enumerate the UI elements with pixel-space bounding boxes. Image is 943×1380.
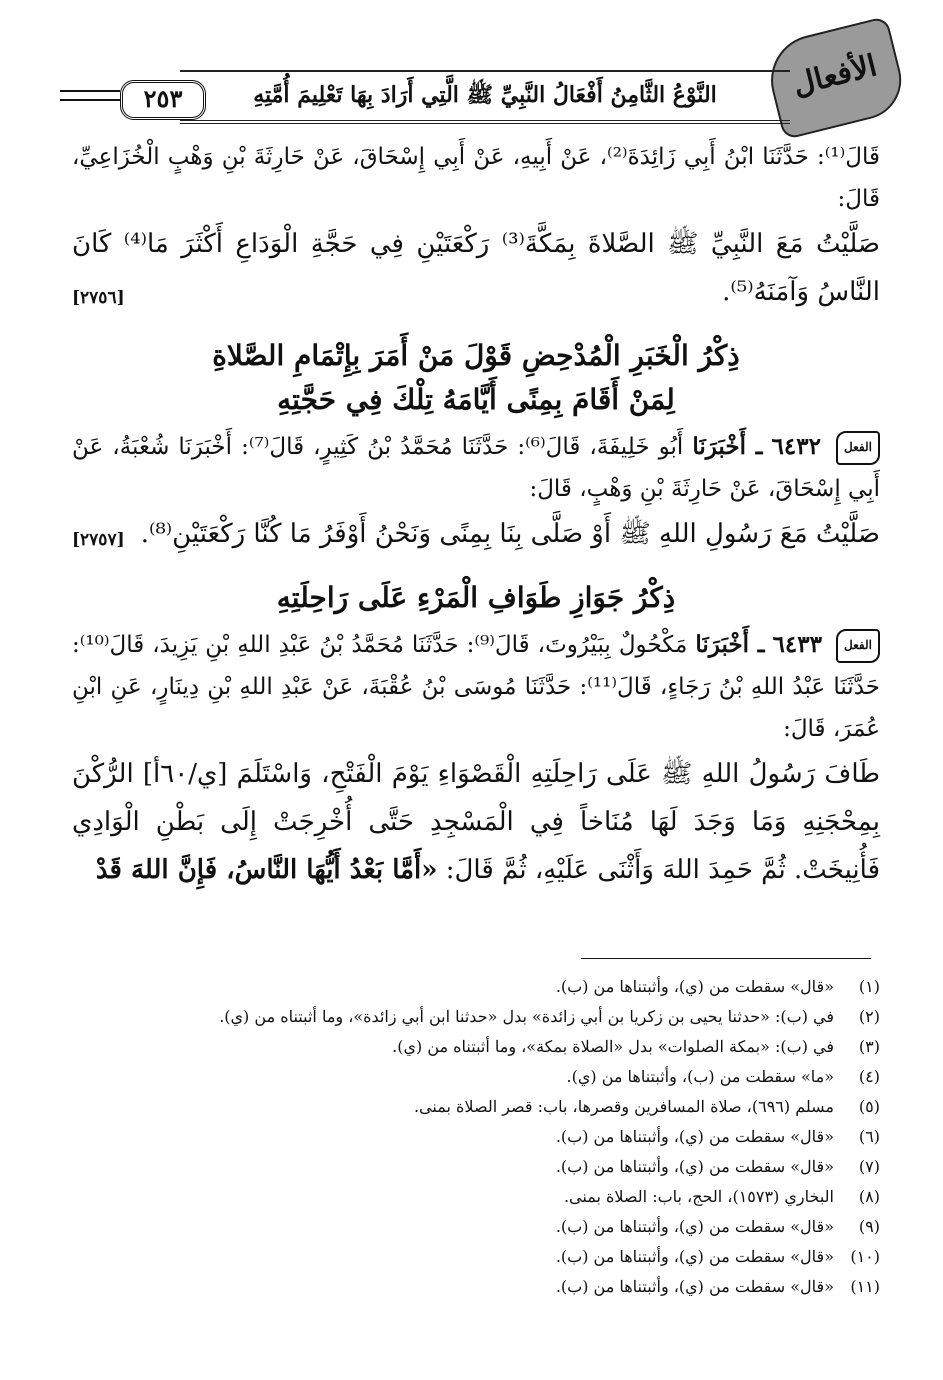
footnote — [72, 1002, 880, 1032]
footnote-text: «قال» سقطت من (ي)، وأثبتناها من (ب). — [555, 1127, 834, 1146]
matn-bold-text: «أَمَّا بَعْدُ أَيُّهَا النَّاسُ، فَإِنَّ اللهَ قَدْ — [95, 855, 438, 885]
matn-6432 — [72, 510, 880, 558]
isnad-paragraph: قَالَ⁽¹⁾: حَدَّثَنَا ابْنُ أَبِي زَائِدَةَ⁽²⁾، عَنْ أَبِيهِ، عَنْ أَبِي إِسْحَاقَ، عَنْ حَارِثَةَ بْنِ وَهْبٍ الْخُزَاعِيِّ، قَالَ: — [72, 144, 880, 212]
running-header — [60, 30, 900, 130]
matn-text: طَافَ رَسُولُ اللهِ ﷺ عَلَى رَاحِلَتِهِ الْقَصْوَاءِ يَوْمَ الْفَتْحِ، وَاسْتَلَمَ [ي/٦٠أ] الرُّكْنَ بِمِحْجَنِهِ وَمَا وَجَدَ لَهَا مُنَاخاً فِي الْمَسْجِدِ حَتَّى أُخْرِجَتْ إِلَى بَطْنِ الْوَادِي فَأُنِيخَتْ. ثُمَّ حَمِدَ اللهَ وَأَثْنَى عَلَيْهِ، ثُمَّ قَالَ: — [72, 759, 881, 885]
footnote-divider — [581, 958, 871, 959]
section-heading-1 — [72, 334, 880, 422]
running-title-strip — [180, 70, 790, 124]
footnotes — [72, 972, 880, 1302]
hadith-number: ٦٤٣٣ — [772, 631, 822, 658]
page-number-box — [120, 80, 206, 120]
footnote-text: «قال» سقطت من (ي)، وأثبتناها من (ب). — [555, 1217, 834, 1236]
akhbarana-label: ـ أَخْبَرَنَا — [692, 433, 763, 460]
footnote-number: (٣) — [858, 1037, 880, 1056]
footnote — [72, 1062, 880, 1092]
footnote-text: «قال» سقطت من (ي)، وأثبتناها من (ب). — [555, 1247, 834, 1266]
footnote-text: «ما» سقطت من (ب)، وأثبتناها من (ي). — [566, 1067, 834, 1086]
footnote-text: «قال» سقطت من (ي)، وأثبتناها من (ب). — [555, 1157, 834, 1176]
footnote-text: في (ب): «بمكة الصلوات» بدل «الصلاة بمكة»، وما أثبتناه من (ي). — [392, 1037, 834, 1056]
footnote-number: (٤) — [858, 1067, 880, 1086]
footnote — [72, 972, 880, 1002]
matn-text: صَلَّيْتُ مَعَ النَّبِيِّ ﷺ الصَّلاةَ بِمَكَّةَ⁽³⁾ رَكْعَتَيْنِ فِي حَجَّةِ الْوَدَاعِ أَكْثَرَ مَا⁽⁴⁾ كَانَ النَّاسُ وَآمَنَهُ⁽⁵⁾. — [72, 229, 881, 307]
matn-6433 — [72, 750, 880, 894]
hadith-6433 — [72, 624, 880, 750]
hadith-6432 — [72, 426, 880, 510]
footnote-number: (٨) — [858, 1187, 880, 1206]
header-rule — [60, 90, 120, 101]
hadith-type-tag: الفعل — [836, 629, 880, 663]
footnote — [72, 1182, 880, 1212]
footnote — [72, 1092, 880, 1122]
hadith-type-tag: الفعل — [836, 431, 880, 465]
isnad-text: أَبُو خَلِيفَةَ، قَالَ⁽⁶⁾: حَدَّثَنَا مُحَمَّدُ بْنُ كَثِيرٍ، قَالَ⁽⁷⁾: أَخْبَرَنَا شُعْبَةُ، عَنْ أَبِي إِسْحَاقَ، عَنْ حَارِثَةَ بْنِ وَهْبٍ، قَالَ: — [72, 434, 880, 502]
footnote-number: (٩) — [858, 1217, 880, 1236]
hadith-reference: [٢٧٥٧] — [72, 530, 125, 550]
chapter-badge-label: الأفعال — [789, 48, 881, 103]
section-heading-2: ذِكْرُ جَوَازِ طَوَافِ الْمَرْءِ عَلَى رَاحِلَتِهِ — [276, 581, 676, 614]
footnote-number: (١) — [858, 977, 880, 996]
footnote — [72, 1242, 880, 1272]
footnote — [72, 1032, 880, 1062]
main-text — [72, 136, 880, 894]
hadith-number: ٦٤٣٢ — [771, 433, 821, 460]
section-heading-1-line1: ذِكْرُ الْخَبَرِ الْمُدْحِضِ قَوْلَ مَنْ أَمَرَ بِإِتْمَامِ الصَّلاةِ — [212, 339, 740, 372]
footnote-number: (٧) — [858, 1157, 880, 1176]
matn-paragraph — [72, 220, 880, 316]
footnote-text: «قال» سقطت من (ي)، وأثبتناها من (ب). — [555, 1277, 834, 1296]
page-number: ٢٥٣ — [143, 84, 183, 113]
footnote-number: (٢) — [858, 1007, 880, 1026]
matn-text: صَلَّيْتُ مَعَ رَسُولِ اللهِ ﷺ أَوْ صَلَّى بِنَا بِمِنًى وَنَحْنُ أَوْفَرُ مَا كُنَّا رَكْعَتَيْنِ⁽⁸⁾. — [140, 519, 880, 549]
akhbarana-label: ـ أَخْبَرَنَا — [695, 631, 765, 658]
footnote-text: «قال» سقطت من (ي)، وأثبتناها من (ب). — [555, 977, 834, 996]
isnad-text: مَكْحُولٌ بِبَيْرُوتَ، قَالَ⁽⁹⁾: حَدَّثَنَا مُحَمَّدُ بْنُ عَبْدِ اللهِ بْنِ يَزِيدَ، قَالَ⁽¹⁰⁾: حَدَّثَنَا عَبْدُ اللهِ بْنُ رَجَاءٍ، قَالَ⁽¹¹⁾: حَدَّثَنَا مُوسَى بْنُ عُقْبَةَ، عَنْ عَبْدِ اللهِ بْنِ دِينَارٍ، عَنِ ابْنِ عُمَرَ، قَالَ: — [72, 632, 880, 742]
hadith-reference: [٢٧٥٦] — [72, 288, 125, 308]
footnote-number: (٥) — [858, 1097, 880, 1116]
footnote-text: في (ب): «حدثنا يحيى بن زكريا بن أبي زائدة» بدل «حدثنا ابن أبي زائدة»، وما أثبتناه من (ي). — [219, 1007, 834, 1026]
running-title: النَّوْعُ الثَّامِنُ أَفْعَالُ النَّبِيِّ ﷺ الَّتِي أَرَادَ بِهَا تَعْلِيمَ أُمَّتِهِ — [253, 82, 717, 108]
footnote-number: (١١) — [850, 1277, 880, 1296]
footnote — [72, 1152, 880, 1182]
footnote — [72, 1212, 880, 1242]
footnote — [72, 1272, 880, 1302]
footnote-text: البخاري (١٥٧٣)، الحج، باب: الصلاة بمنى. — [563, 1187, 834, 1206]
footnote-number: (٦) — [858, 1127, 880, 1146]
section-heading-1-line2: لِمَنْ أَقَامَ بِمِنًى أَيَّامَهُ تِلْكَ فِي حَجَّتِهِ — [277, 383, 675, 416]
footnote-number: (١٠) — [850, 1247, 880, 1266]
footnote-text: مسلم (٦٩٦)، صلاة المسافرين وقصرها، باب: قصر الصلاة بمنى. — [413, 1097, 834, 1116]
footnote — [72, 1122, 880, 1152]
